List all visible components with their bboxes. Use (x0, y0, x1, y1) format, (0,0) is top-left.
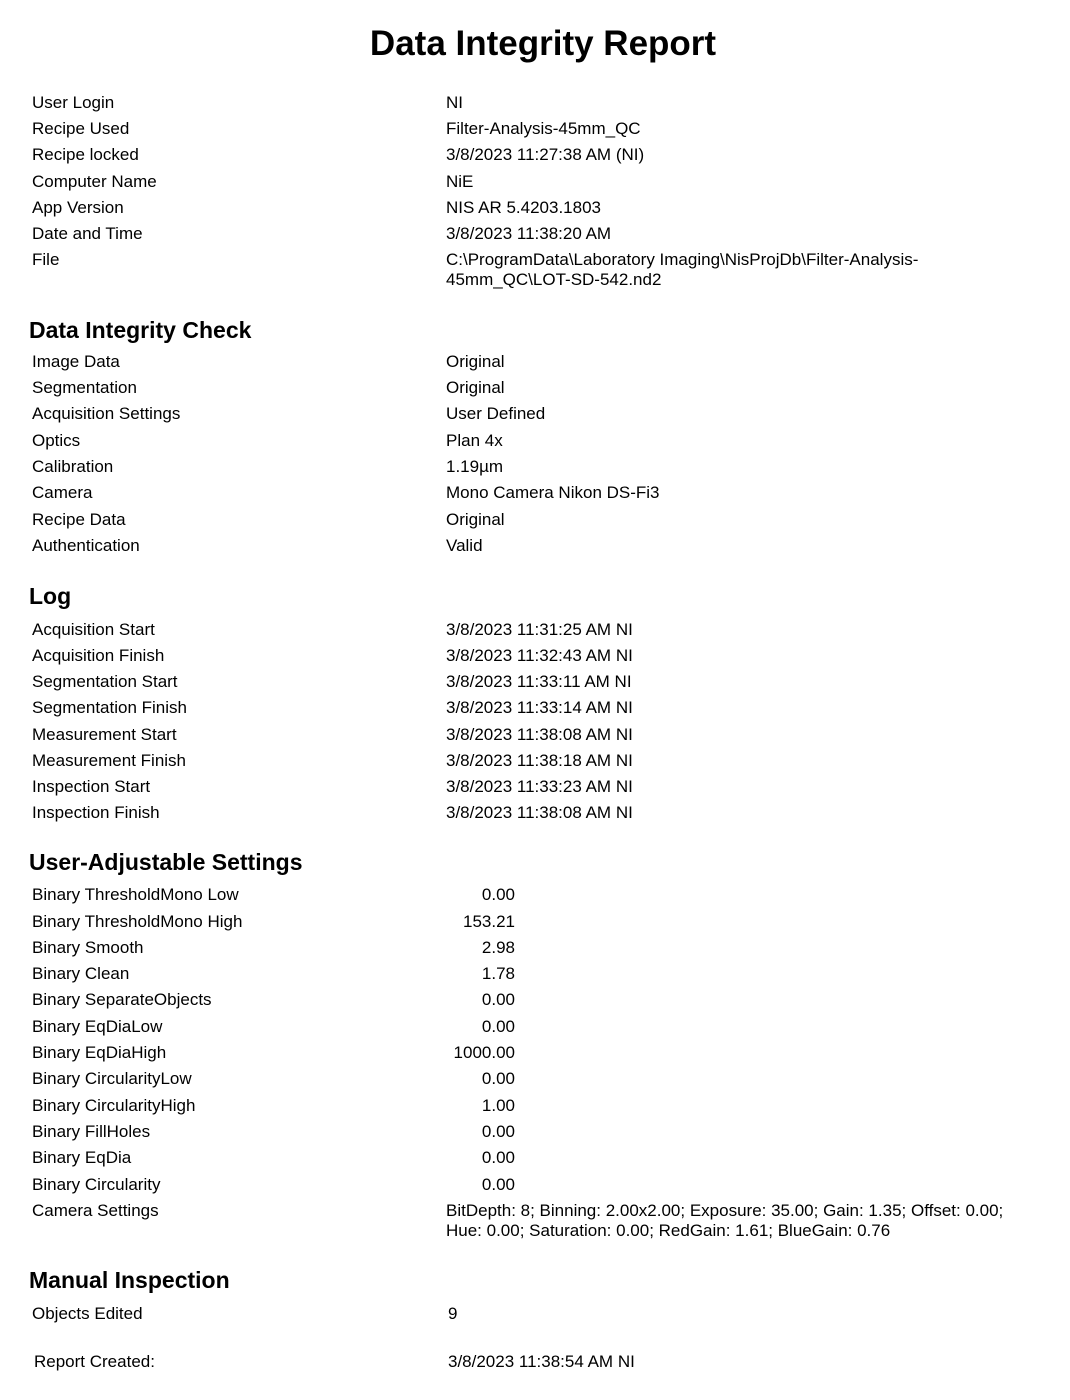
setting-label: Binary SeparateObjects (32, 990, 212, 1009)
log-label: Measurement Start (32, 725, 177, 744)
camera-settings-line-1: BitDepth: 8; Binning: 2.00x2.00; Exposure: 35.00; Gain: 1.35; Offset: 0.00; (446, 1201, 1004, 1220)
info-label: App Version (32, 198, 124, 217)
setting-value: 0.00 (481, 885, 515, 904)
report-title: Data Integrity Report (369, 24, 717, 63)
info-value: Filter-Analysis-45mm_QC (446, 119, 641, 138)
log-value: 3/8/2023 11:32:43 AM NI (446, 646, 633, 665)
file-path-line-2: 45mm_QC\LOT-SD-542.nd2 (446, 270, 662, 289)
setting-value: 1000.00 (453, 1043, 515, 1062)
info-value: NIS AR 5.4203.1803 (446, 198, 602, 217)
setting-label: Binary Circularity (32, 1175, 161, 1194)
setting-label: Binary Clean (32, 964, 130, 983)
integrity-value: 1.19µm (446, 457, 504, 476)
info-value: 3/8/2023 11:27:38 AM (NI) (446, 145, 645, 164)
setting-value: 1.00 (481, 1096, 515, 1115)
log-value: 3/8/2023 11:33:14 AM NI (446, 698, 633, 717)
integrity-value: Original (446, 378, 505, 397)
setting-label: Binary EqDiaHigh (32, 1043, 167, 1062)
integrity-label: Acquisition Settings (32, 404, 181, 423)
integrity-label: Segmentation (32, 378, 137, 397)
info-label: Recipe locked (32, 145, 139, 164)
integrity-value: Valid (446, 536, 483, 555)
camera-settings-label: Camera Settings (32, 1201, 159, 1220)
setting-value: 0.00 (481, 1148, 515, 1167)
log-label: Acquisition Start (32, 620, 155, 639)
integrity-label: Calibration (32, 457, 114, 476)
setting-label: Binary ThresholdMono Low (32, 885, 239, 904)
integrity-value: Original (446, 510, 505, 529)
objects-edited-value: 9 (448, 1304, 458, 1323)
integrity-label: Optics (32, 431, 81, 450)
integrity-value: Plan 4x (446, 431, 503, 450)
setting-value: 2.98 (481, 938, 515, 957)
log-value: 3/8/2023 11:38:18 AM NI (446, 751, 633, 770)
info-value: NiE (446, 172, 474, 191)
integrity-label: Recipe Data (32, 510, 126, 529)
setting-value: 0.00 (481, 990, 515, 1009)
section-heading-manual: Manual Inspection (29, 1267, 230, 1293)
integrity-label: Camera (32, 483, 93, 502)
integrity-label: Image Data (32, 352, 120, 371)
info-label: File (32, 250, 60, 269)
setting-label: Binary CircularityHigh (32, 1096, 196, 1115)
setting-value: 0.00 (481, 1069, 515, 1088)
info-label: Computer Name (32, 172, 157, 191)
setting-label: Binary EqDiaLow (32, 1017, 163, 1036)
integrity-value: Original (446, 352, 505, 371)
camera-settings-line-2: Hue: 0.00; Saturation: 0.00; RedGain: 1.61; BlueGain: 0.76 (446, 1221, 891, 1240)
section-heading-log: Log (29, 583, 72, 609)
log-label: Segmentation Start (32, 672, 178, 691)
integrity-value: Mono Camera Nikon DS-Fi3 (446, 483, 660, 502)
objects-edited-label: Objects Edited (32, 1304, 143, 1323)
setting-label: Binary FillHoles (32, 1122, 151, 1141)
report-created-value: 3/8/2023 11:38:54 AM NI (448, 1352, 635, 1371)
log-label: Acquisition Finish (32, 646, 165, 665)
log-label: Inspection Finish (32, 803, 160, 822)
info-label: User Login (32, 93, 115, 112)
integrity-label: Authentication (32, 536, 140, 555)
log-value: 3/8/2023 11:38:08 AM NI (446, 803, 633, 822)
log-label: Segmentation Finish (32, 698, 187, 717)
setting-label: Binary ThresholdMono High (32, 912, 243, 931)
log-value: 3/8/2023 11:31:25 AM NI (446, 620, 633, 639)
section-heading-integrity: Data Integrity Check (29, 317, 252, 343)
setting-label: Binary Smooth (32, 938, 144, 957)
log-label: Measurement Finish (32, 751, 187, 770)
file-path-line-1: C:\ProgramData\Laboratory Imaging\NisProjDb\Filter-Analysis- (446, 250, 919, 269)
setting-label: Binary EqDia (32, 1148, 132, 1167)
setting-value: 1.78 (481, 964, 515, 983)
info-label: Date and Time (32, 224, 143, 243)
setting-label: Binary CircularityLow (32, 1069, 192, 1088)
setting-value: 153.21 (463, 912, 515, 931)
log-value: 3/8/2023 11:33:23 AM NI (446, 777, 633, 796)
log-value: 3/8/2023 11:38:08 AM NI (446, 725, 633, 744)
info-value: 3/8/2023 11:38:20 AM (446, 224, 612, 243)
report-created-label: Report Created: (34, 1352, 155, 1371)
integrity-value: User Defined (446, 404, 546, 423)
setting-value: 0.00 (481, 1017, 515, 1036)
info-value: NI (446, 93, 463, 112)
setting-value: 0.00 (481, 1122, 515, 1141)
section-heading-settings: User-Adjustable Settings (29, 849, 303, 875)
log-value: 3/8/2023 11:33:11 AM NI (446, 672, 632, 691)
setting-value: 0.00 (481, 1175, 515, 1194)
log-label: Inspection Start (32, 777, 151, 796)
info-label: Recipe Used (32, 119, 130, 138)
